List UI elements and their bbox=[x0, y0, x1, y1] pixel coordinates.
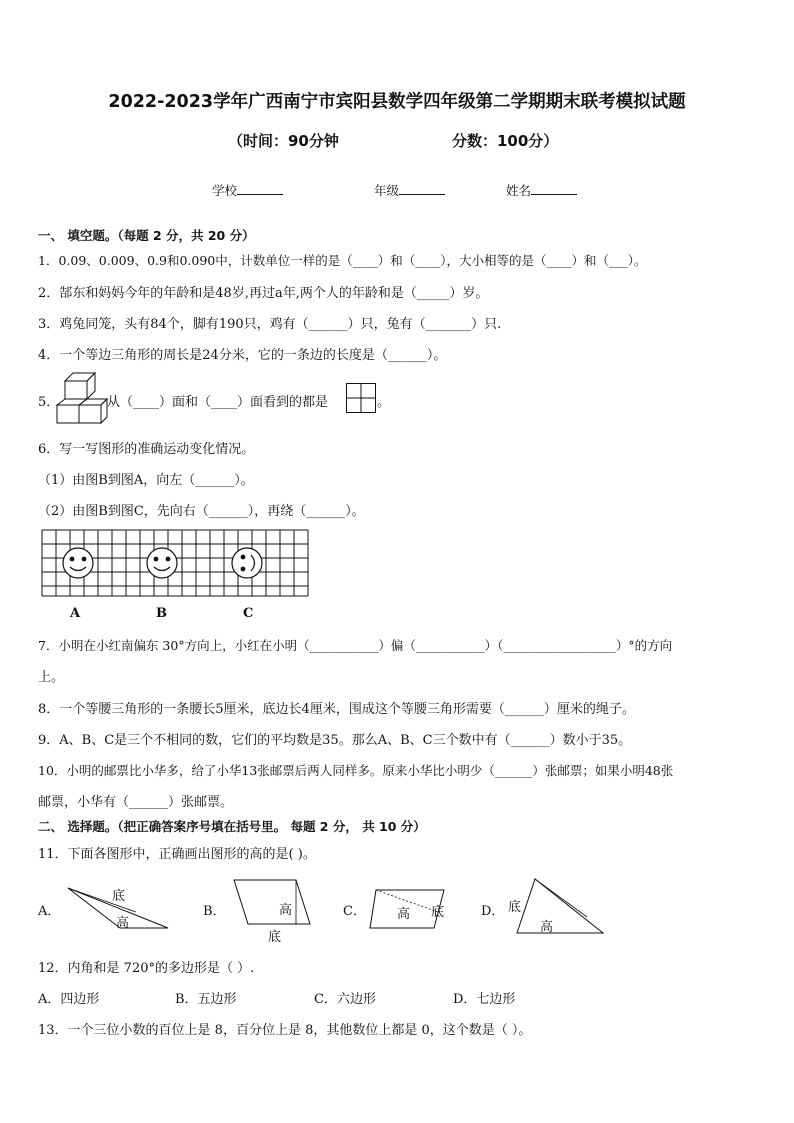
question-7: 7．小明在小红南偏东 30°方向上，小红在小明（___________）偏（___________）（__________________）°的方向 bbox=[38, 638, 673, 653]
option-a-base-label: 底 bbox=[112, 889, 126, 904]
question-9: 9．A、B、C是三个不相同的数，它们的平均数是35。那么A、B、C三个数中有（______）数小于35。 bbox=[38, 733, 632, 748]
question-10: 10．小明的邮票比小华多，给了小华13张邮票后两人同样多。原来小华比小明少（______）张邮票；如果小明48张 bbox=[38, 763, 674, 778]
question-12-option-a[interactable]: A．四边形 bbox=[38, 992, 100, 1007]
question-5-number: 5． bbox=[38, 395, 60, 410]
question-10-continued: 邮票，小华有（______）张邮票。 bbox=[38, 795, 234, 810]
option-b-label[interactable]: B． bbox=[203, 904, 226, 919]
school-field bbox=[212, 181, 283, 199]
option-d-height-label: 高 bbox=[540, 920, 554, 935]
question-12: 12．内角和是 720°的多边形是（ ）. bbox=[38, 961, 255, 976]
name-field bbox=[506, 181, 577, 199]
option-a-label[interactable]: A． bbox=[38, 904, 61, 919]
square-grid-view-icon bbox=[346, 383, 376, 413]
question-6-part-2: （2）由图B到图C，先向右（______），再绕（______）。 bbox=[38, 504, 365, 519]
question-12-option-b[interactable]: B．五边形 bbox=[175, 992, 237, 1007]
grade-blank[interactable] bbox=[399, 182, 445, 195]
section1-heading: 一、 填空题。（每题 2 分，共 20 分） bbox=[38, 228, 255, 243]
question-11: 11．下面各图形中，正确画出图形的高的是( )。 bbox=[38, 847, 316, 862]
option-a-height-label: 高 bbox=[116, 916, 130, 931]
question-1: 1．0.09、0.009、0.9和0.090中，计数单位一样的是（____）和（____），大小相等的是（____）和（___）。 bbox=[38, 253, 647, 268]
question-3: 3．鸡兔同笼，头有84个，脚有190只，鸡有（______）只，兔有（_______）只. bbox=[38, 317, 502, 332]
name-label: 姓名 bbox=[506, 183, 532, 198]
question-5-end: 。 bbox=[377, 395, 391, 410]
question-6: 6．写一写图形的准确运动变化情况。 bbox=[38, 442, 255, 457]
option-b-parallelogram-figure bbox=[234, 878, 312, 928]
option-c-height-label: 高 bbox=[397, 907, 411, 922]
option-d-label[interactable]: D． bbox=[481, 904, 505, 919]
motion-grid-figure bbox=[42, 530, 308, 596]
grid-label-b: B bbox=[156, 606, 167, 621]
smiley-face-c bbox=[232, 548, 262, 578]
question-5-text: 从（____）面和（____）面看到的都是 bbox=[107, 395, 329, 410]
grade-field bbox=[374, 181, 445, 199]
question-13: 13．一个三位小数的百位上是 8，百分位上是 8，其他数位上都是 0，这个数是（ ）。 bbox=[38, 1023, 532, 1038]
option-c-label[interactable]: C． bbox=[343, 904, 366, 919]
section2-heading: 二、 选择题。（把正确答案序号填在括号里。 每题 2 分， 共 10 分） bbox=[38, 819, 426, 834]
name-blank[interactable] bbox=[531, 182, 577, 195]
question-7-continued: 上。 bbox=[38, 670, 65, 685]
grid-label-a: A bbox=[70, 606, 81, 621]
question-2: 2．郜东和妈妈今年的年龄和是48岁,再过a年,两个人的年龄和是（_____）岁。 bbox=[38, 286, 489, 301]
smiley-face-b bbox=[147, 548, 177, 578]
question-4: 4．一个等边三角形的周长是24分米，它的一条边的长度是（______）。 bbox=[38, 348, 447, 363]
smiley-face-a bbox=[63, 548, 93, 578]
option-b-base-label: 底 bbox=[268, 930, 282, 945]
question-6-part-1: （1）由图B到图A，向左（______）。 bbox=[38, 473, 254, 488]
exam-score: 分数：100分） bbox=[452, 132, 559, 150]
question-12-option-d[interactable]: D．七边形 bbox=[453, 992, 516, 1007]
option-d-triangle-figure bbox=[515, 877, 607, 937]
exam-title: 2022-2023学年广西南宁市宾阳县数学四年级第二学期期末联考模拟试题 bbox=[108, 92, 686, 112]
grid-label-c: C bbox=[243, 606, 254, 621]
school-blank[interactable] bbox=[237, 182, 283, 195]
grade-label: 年级 bbox=[374, 183, 400, 198]
option-c-base-label: 底 bbox=[431, 905, 445, 920]
school-label: 学校 bbox=[212, 183, 238, 198]
exam-time: （时间：90分钟 bbox=[228, 132, 339, 150]
option-d-base-label: 底 bbox=[508, 900, 522, 915]
question-12-option-c[interactable]: C．六边形 bbox=[314, 992, 376, 1007]
option-b-height-label: 高 bbox=[279, 903, 293, 918]
question-8: 8．一个等腰三角形的一条腰长5厘米，底边长4厘米，围成这个等腰三角形需要（______）厘米的绳子。 bbox=[38, 702, 635, 717]
cube-stack-figure bbox=[57, 371, 107, 425]
